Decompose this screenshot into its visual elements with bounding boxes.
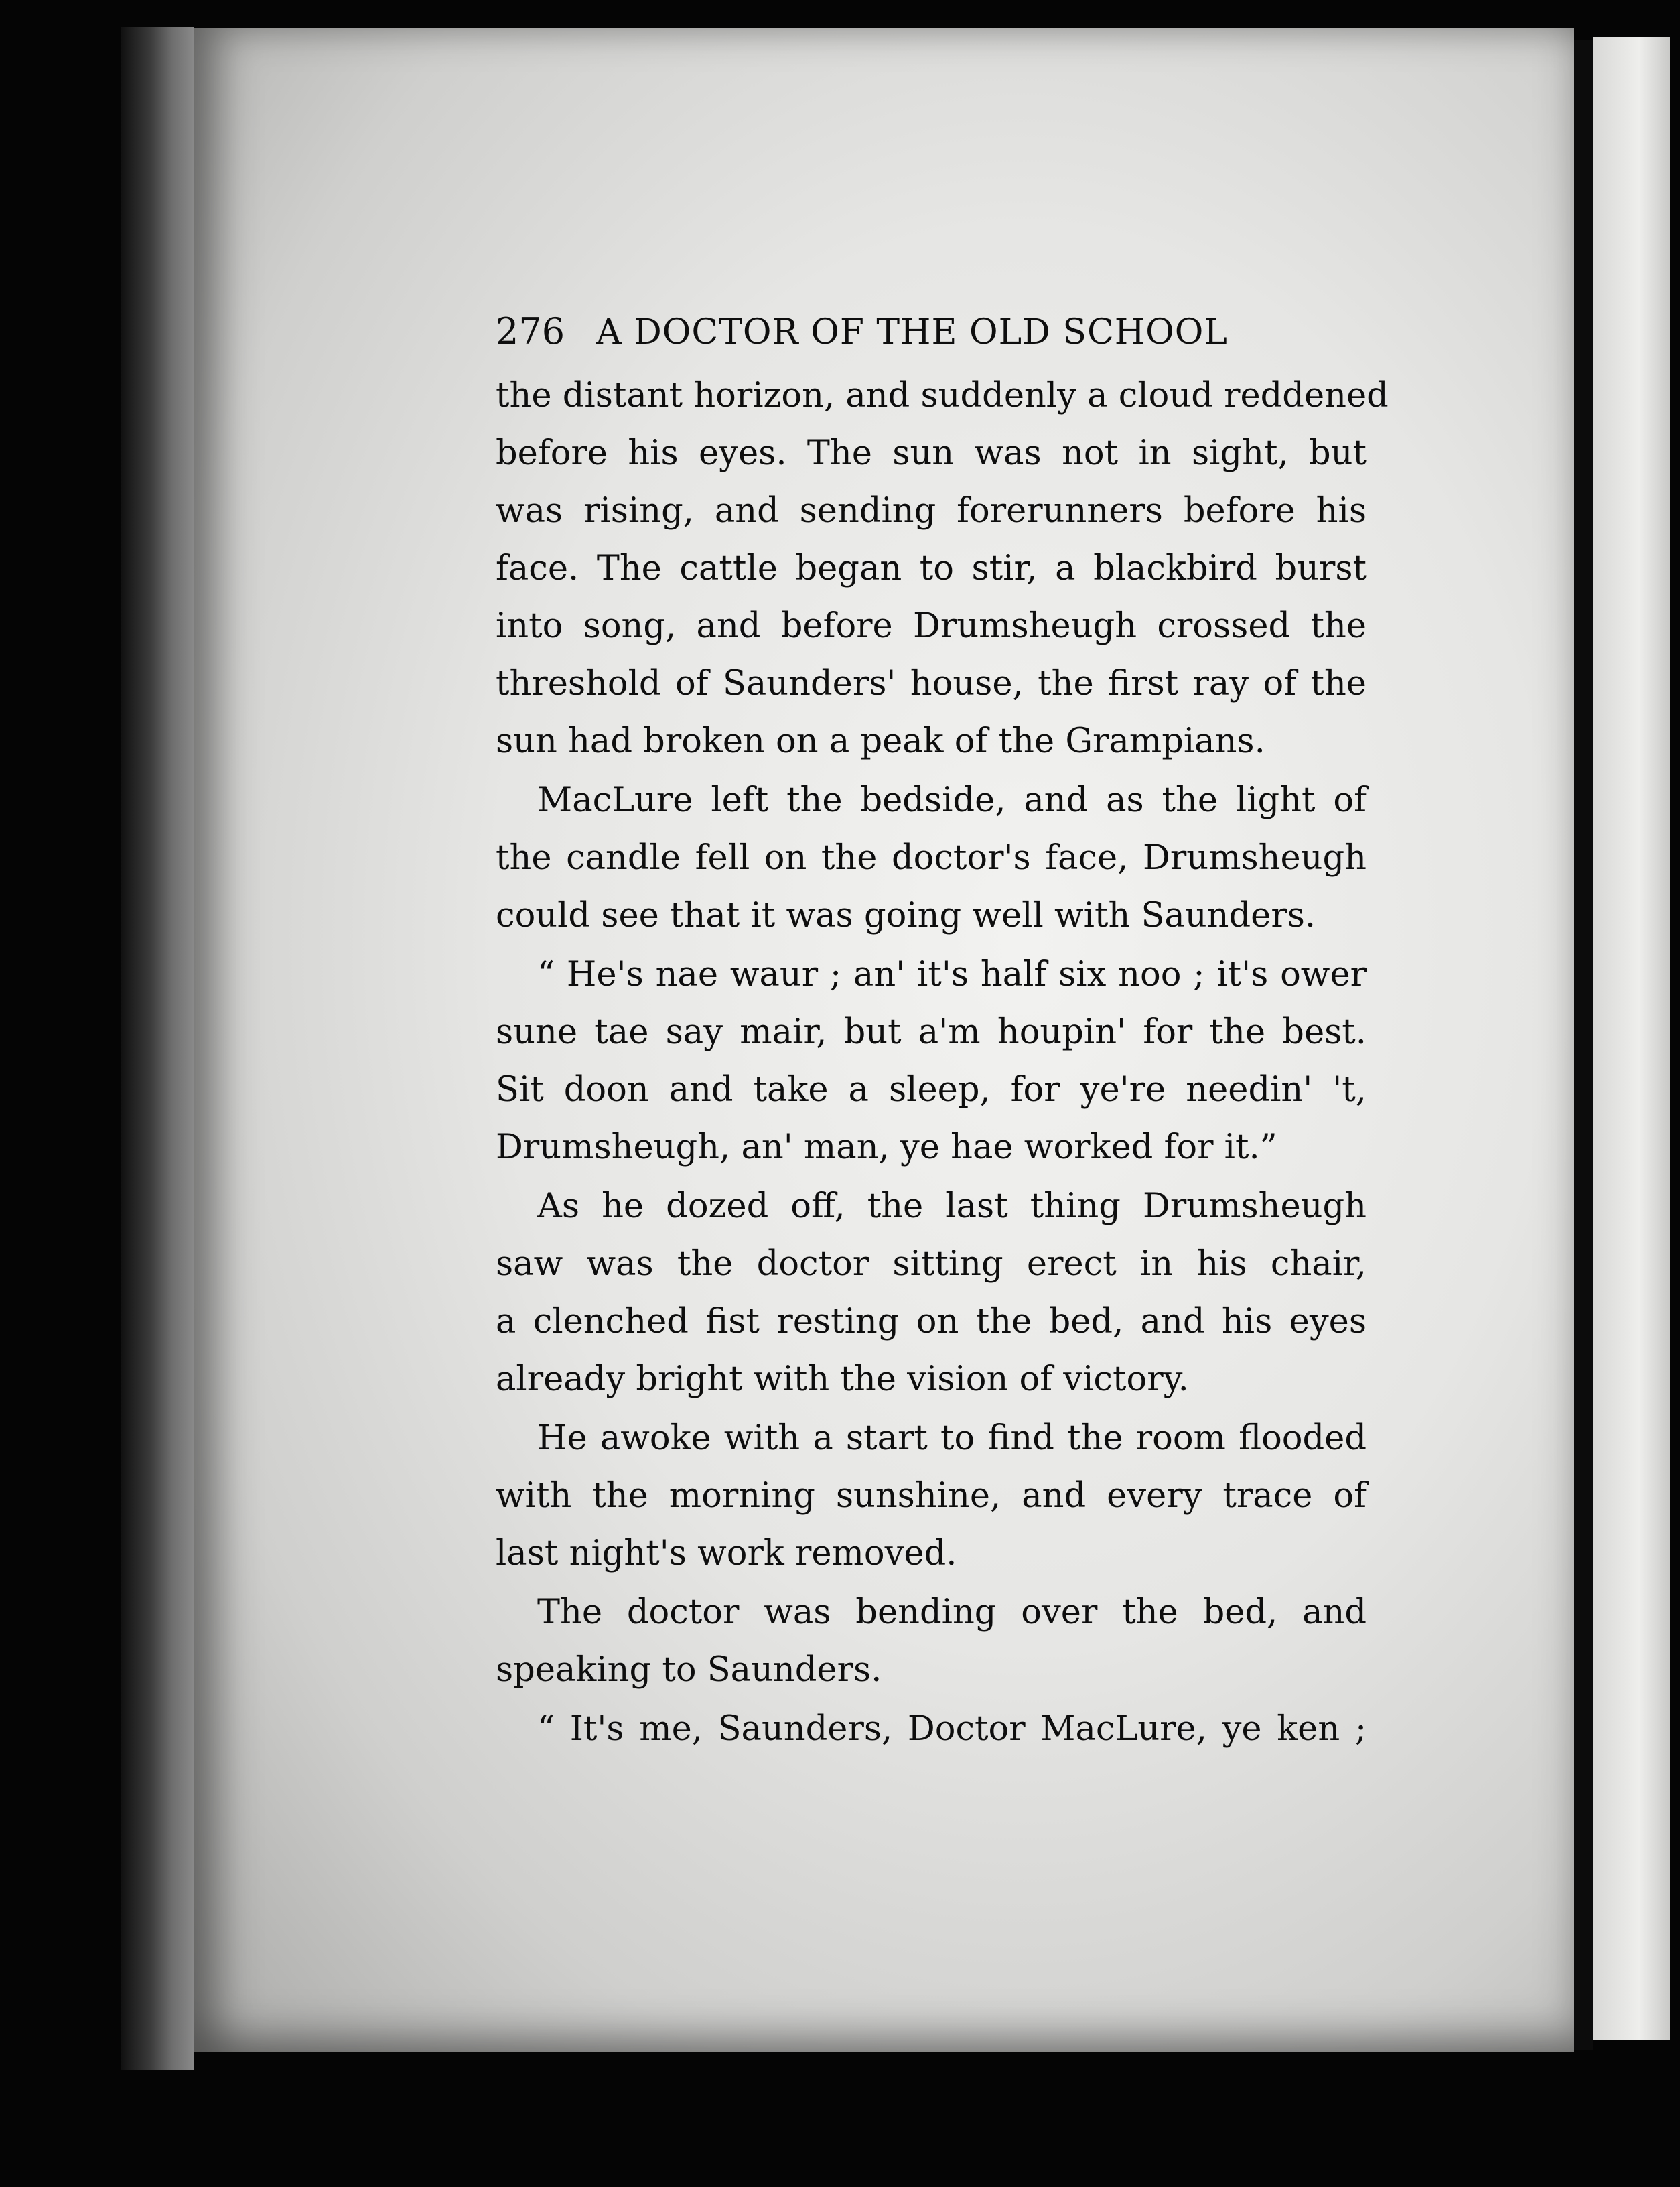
text-line: the distant horizon, and suddenly a cloud reddened: [496, 376, 1389, 415]
text-line: saw was the doctor sitting erect in his chair,: [496, 1244, 1367, 1284]
text-line: could see that it was going well with Saunders.: [496, 896, 1316, 935]
text-line: As he dozed off, the last thing Drumsheugh: [537, 1187, 1367, 1226]
text-line: before his eyes. The sun was not in sight, but: [496, 434, 1367, 473]
book-spine-edge: [121, 27, 194, 2070]
text-line: already bright with the vision of victory.: [496, 1360, 1189, 1399]
paragraph: [496, 1701, 1367, 1758]
text-line: “ He's nae waur ; an' it's half six noo ; it's ower: [537, 955, 1367, 994]
text-line: The doctor was bending over the bed, and: [537, 1593, 1367, 1632]
text-line: with the morning sunshine, and every trace of: [496, 1476, 1367, 1516]
paragraph: [496, 1584, 1367, 1699]
paragraph: [496, 367, 1389, 771]
text-line: Sit doon and take a sleep, for ye're needin' 't,: [496, 1070, 1367, 1110]
text-line: last night's work removed.: [496, 1534, 957, 1573]
text-line: was rising, and sending forerunners before his: [496, 491, 1367, 531]
text-line: “ It's me, Saunders, Doctor MacLure, ye ken ;: [537, 1709, 1367, 1749]
text-line: sune tae say mair, but a'm houpin' for the best.: [496, 1012, 1367, 1052]
text-line: threshold of Saunders' house, the first ray of the: [496, 664, 1367, 704]
text-line: speaking to Saunders.: [496, 1650, 882, 1690]
page-gutter-shadow: [1574, 40, 1593, 2050]
text-line: sun had broken on a peak of the Grampians.: [496, 722, 1265, 761]
text-line: a clenched fist resting on the bed, and his eyes: [496, 1302, 1367, 1341]
page-number: 276: [496, 310, 565, 352]
paragraph: [496, 946, 1367, 1177]
text-line: face. The cattle began to stir, a blackbird burst: [496, 549, 1367, 588]
paragraph: [496, 1178, 1367, 1408]
paragraph: [496, 772, 1367, 945]
facing-page-edge: [1593, 37, 1670, 2040]
paragraph: [496, 1410, 1367, 1583]
text-line: He awoke with a start to find the room flooded: [537, 1418, 1367, 1458]
text-line: MacLure left the bedside, and as the light of: [537, 781, 1367, 820]
text-line: into song, and before Drumsheugh crossed the: [496, 606, 1367, 646]
text-line: Drumsheugh, an' man, ye hae worked for it.”: [496, 1128, 1277, 1167]
running-header: [496, 305, 1367, 359]
text-block: [496, 305, 1389, 1760]
running-title: A DOCTOR OF THE OLD SCHOOL: [596, 312, 1228, 352]
text-line: the candle fell on the doctor's face, Drumsheugh: [496, 838, 1367, 878]
